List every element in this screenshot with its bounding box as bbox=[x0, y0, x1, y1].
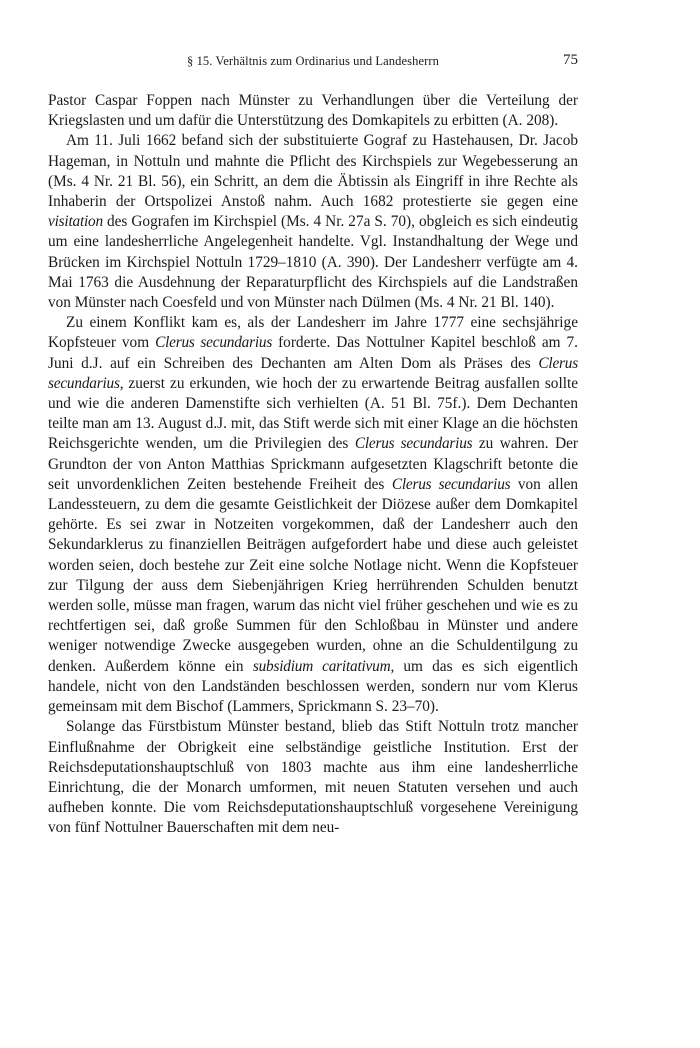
italic-term: Clerus secundarius, bbox=[48, 354, 578, 392]
italic-term: subsidium caritativum, bbox=[252, 657, 395, 675]
text-run: von allen Landessteuern, zu dem die gesamte Geistlichkeit der Diözese außer dem Domkapitel gehörte. Es sei zwar in Notzeiten vorgekommen, daß der Landesherr auch den Sekundarklerus zu finanziellen Beiträgen aufgefordert habe und diese auch geleistet worden seien, doch bestehe zur Zeit eine solche Notlage nicht. Wenn die Kopfsteuer zur Tilgung der auss dem Siebenjährigen Krieg herrührenden Schulden benutzt werden solle, müsse man fragen, warum das nicht viel früher geschehen und wie es zu rechtfertigen sei, daß große Summen für den Schloßbau in Münster und andere weniger notwendige Zwecke ausgegeben wurden, ohne an die Schuldentilgung zu denken. Außerdem könne ein bbox=[48, 475, 579, 675]
text-run: Solange das Fürstbistum Münster bestand, blieb das Stift Nottuln trotz mancher Einflußnahme der Obrigkeit eine selbständige geistliche Institution. Erst der Reichsdeputationshauptschluß von 1803 machte aus ihm eine landesherrliche Einrichtung, die der Monarch umformen, mit neuen Statuten versehen und auch aufheben konnte. Die vom Reichsdeputationshauptschluß vorgesehene Vereinigung von fünf Nottulner Bauerschaften mit dem neu- bbox=[48, 718, 578, 837]
italic-term: Clerus secundarius bbox=[391, 475, 511, 493]
text-run: um das es sich eigentlich handele, nicht von den Landständen beschlossen werden, sondern nur vom Klerus gemeinsam mit dem Bischof (Lammers, Sprickmann S. 23–70). bbox=[48, 657, 578, 716]
running-head: § 15. Verhältnis zum Ordinarius und Landesherrn bbox=[187, 54, 439, 68]
paragraph bbox=[48, 131, 578, 313]
paragraph bbox=[48, 313, 578, 717]
text-run: Pastor Caspar Foppen nach Münster zu Verhandlungen über die Verteilung der Kriegslasten und um dafür die Unterstützung des Domkapitels zu erbitten (A. 208). bbox=[48, 92, 578, 130]
body-text bbox=[48, 91, 578, 839]
text-run: Zu einem Konflikt kam es, als der Landesherr im Jahre 1777 eine sechsjährige Kopfsteuer vom bbox=[48, 314, 578, 352]
paragraph bbox=[48, 91, 578, 131]
text-run: zuerst zu erkunden, wie hoch der zu erwartende Beitrag ausfallen sollte und wie die anderen Damenstifte sich verhielten (A. 51 Bl. 75f.). Dem Dechanten teilte man am 13. August d.J. mit, das Stift werde sich mit einer Klage an die höchsten Reichsgerichte wenden, um die Privilegien des bbox=[48, 374, 578, 453]
text-run: zu wahren. Der Grundton der von Anton Matthias Sprickmann aufgesetzten Klagschrift betonte die seit unvordenklichen Zeiten bestehende Freiheit des bbox=[48, 435, 579, 493]
italic-term: visitation bbox=[48, 213, 103, 231]
page-number: 75 bbox=[563, 52, 578, 68]
page-header bbox=[48, 52, 578, 72]
text-run: forderte. Das Nottulner Kapitel beschloß am 7. Juni d.J. auf ein Schreiben des Dechanten am Alten Dom als Präses des bbox=[48, 334, 578, 372]
text-run: Am 11. Juli 1662 befand sich der substituierte Gograf zu Hastehausen, Dr. Jacob Hageman, in Nottuln und mahnte die Pflicht des Kirchspiels zur Wegebesserung an (Ms. 4 Nr. 21 Bl. 56), ein Schritt, an dem die Äbtissin als Eingriff in ihre Rechte als Inhaberin der Ortspolizei Anstoß nahm. Auch 1682 protestierte sie gegen eine bbox=[48, 132, 578, 211]
text-run: des Gografen im Kirchspiel (Ms. 4 Nr. 27a S. 70), obgleich es sich eindeutig um eine landesherrliche Angelegenheit handelte. Vgl. Instandhaltung der Wege und Brücken im Kirchspiel Nottuln 1729–1810 (A. 390). Der Landesherr verfügte am 4. Mai 1763 die Ausdehnung der Reparaturpflicht des Kirchspiels auf die Landstraßen von Münster nach Coesfeld und von Münster nach Dülmen (Ms. 4 Nr. 21 Bl. 140). bbox=[48, 213, 578, 312]
italic-term: Clerus secundarius bbox=[354, 435, 473, 453]
paragraph bbox=[48, 717, 578, 838]
italic-term: Clerus secundarius bbox=[155, 334, 273, 352]
